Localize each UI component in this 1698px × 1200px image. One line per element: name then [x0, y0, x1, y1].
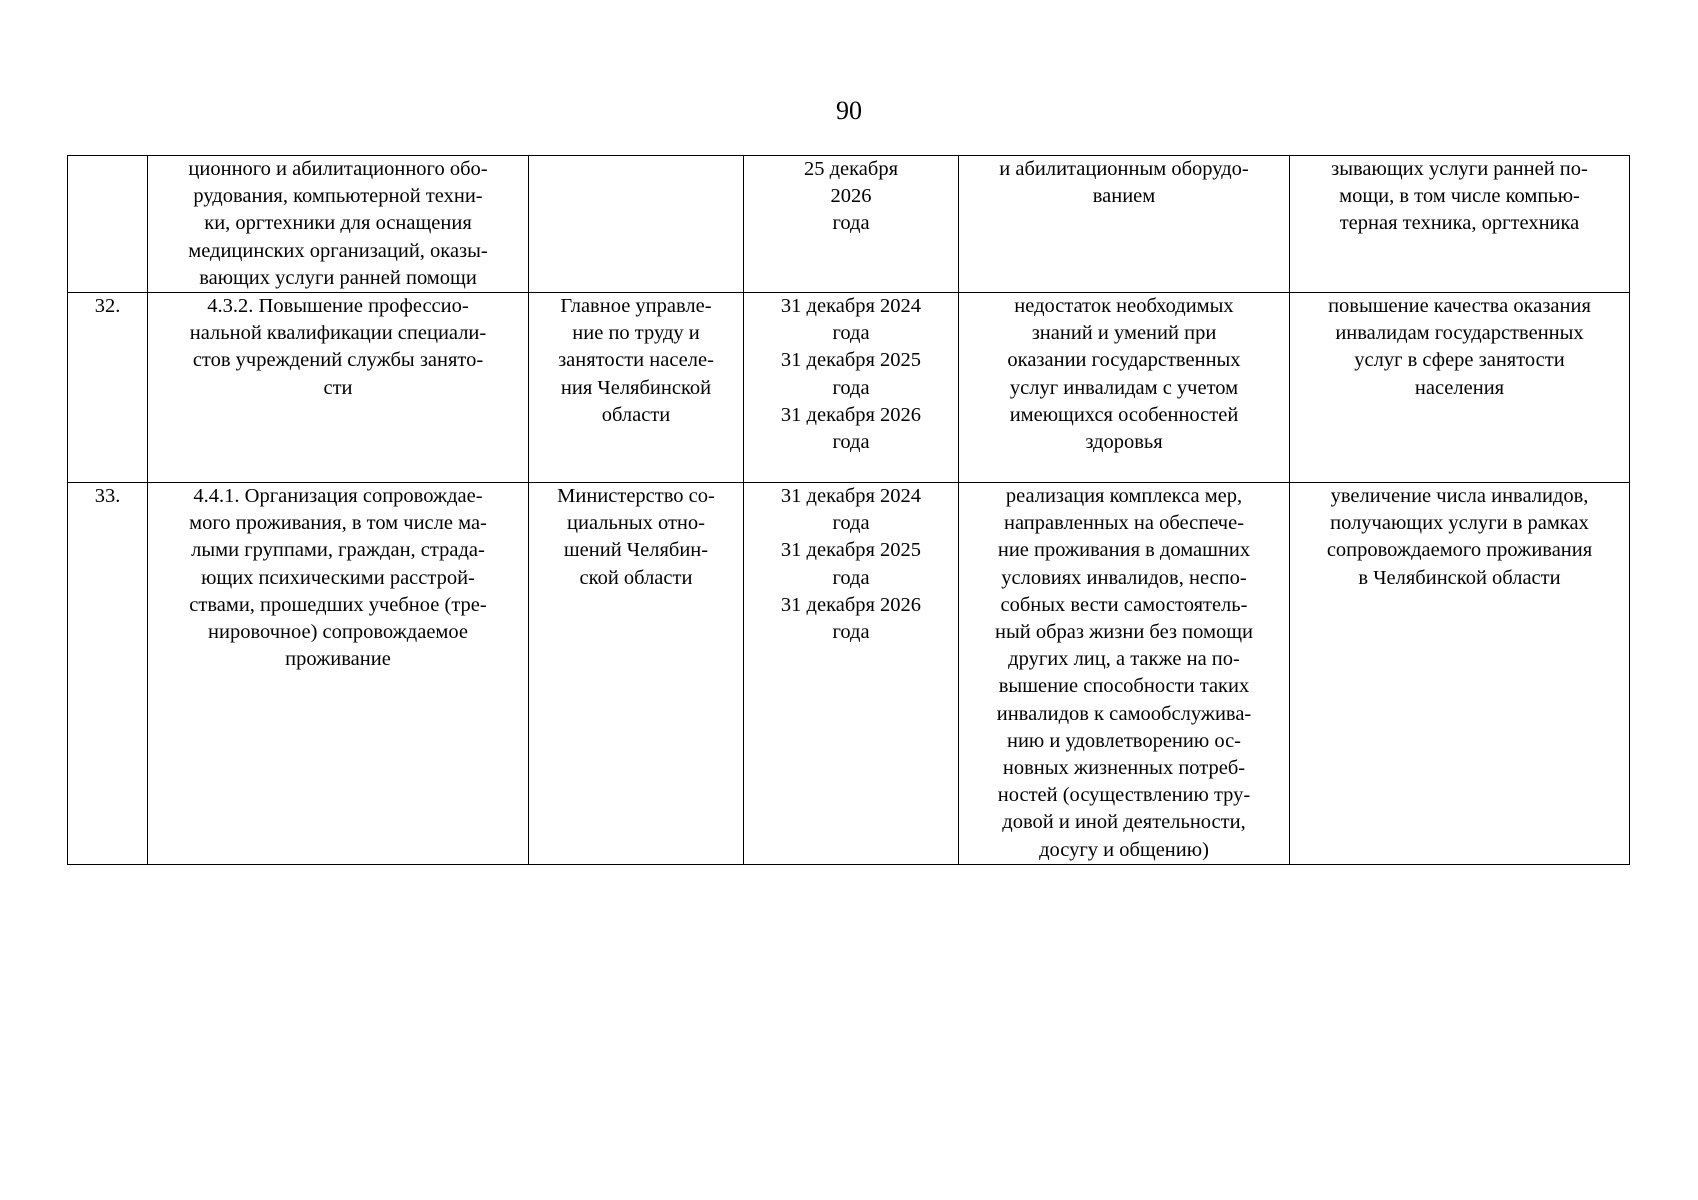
table-row-32 [68, 293, 1630, 483]
measures-table [67, 155, 1630, 865]
cell-number: 32. [68, 293, 148, 483]
cell-executor [529, 156, 744, 293]
cell-result: увеличение числа инвалидов, получающих услуги в рамках сопровождаемого проживания в Челябинской области [1290, 483, 1630, 865]
cell-problem: недостаток необходимых знаний и умений при оказании государственных услуг инвалидам с учетом имеющихся особенностей здоровья [959, 293, 1290, 483]
cell-problem: реализация комплекса мер, направленных на обеспече- ние проживания в домашних условиях инвалидов, неспо- собных вести самостоятель- ный образ жизни без помощи других лиц, а также на по- вышение способности таких инвалидов к самообслужива- нию и удовлетворению ос- новных жизненных потреб- ностей (осуществлению тру- довой и иной деятельности, досугу и общению) [959, 483, 1290, 865]
cell-problem: и абилитационным оборудо- ванием [959, 156, 1290, 293]
cell-executor: Главное управле- ние по труду и занятости населе- ния Челябинской области [529, 293, 744, 483]
table-row-33 [68, 483, 1630, 865]
cell-deadline: 31 декабря 2024 года 31 декабря 2025 года 31 декабря 2026 года [744, 293, 959, 483]
cell-number [68, 156, 148, 293]
cell-result: повышение качества оказания инвалидам государственных услуг в сфере занятости населения [1290, 293, 1630, 483]
cell-deadline: 31 декабря 2024 года 31 декабря 2025 года 31 декабря 2026 года [744, 483, 959, 865]
cell-deadline: 25 декабря 2026 года [744, 156, 959, 293]
cell-measure-name: 4.4.1. Организация сопровождае- мого проживания, в том числе ма- лыми группами, граждан, страда- ющих психическими расстрой- ствами, прошедших учебное (тре- нировочное) сопровождаемое проживание [148, 483, 529, 865]
cell-measure-name: ционного и абилитационного обо- рудования, компьютерной техни- ки, оргтехники для оснащения медицинских организаций, оказы- вающих услуги ранней помощи [148, 156, 529, 293]
cell-executor: Министерство со- циальных отно- шений Челябин- ской области [529, 483, 744, 865]
cell-result: зывающих услуги ранней по- мощи, в том числе компью- терная техника, оргтехника [1290, 156, 1630, 293]
cell-number: 33. [68, 483, 148, 865]
table-row-continued [68, 156, 1630, 293]
page-number: 90 [836, 96, 862, 125]
cell-measure-name: 4.3.2. Повышение профессио- нальной квалификации специали- стов учреждений службы занято- сти [148, 293, 529, 483]
